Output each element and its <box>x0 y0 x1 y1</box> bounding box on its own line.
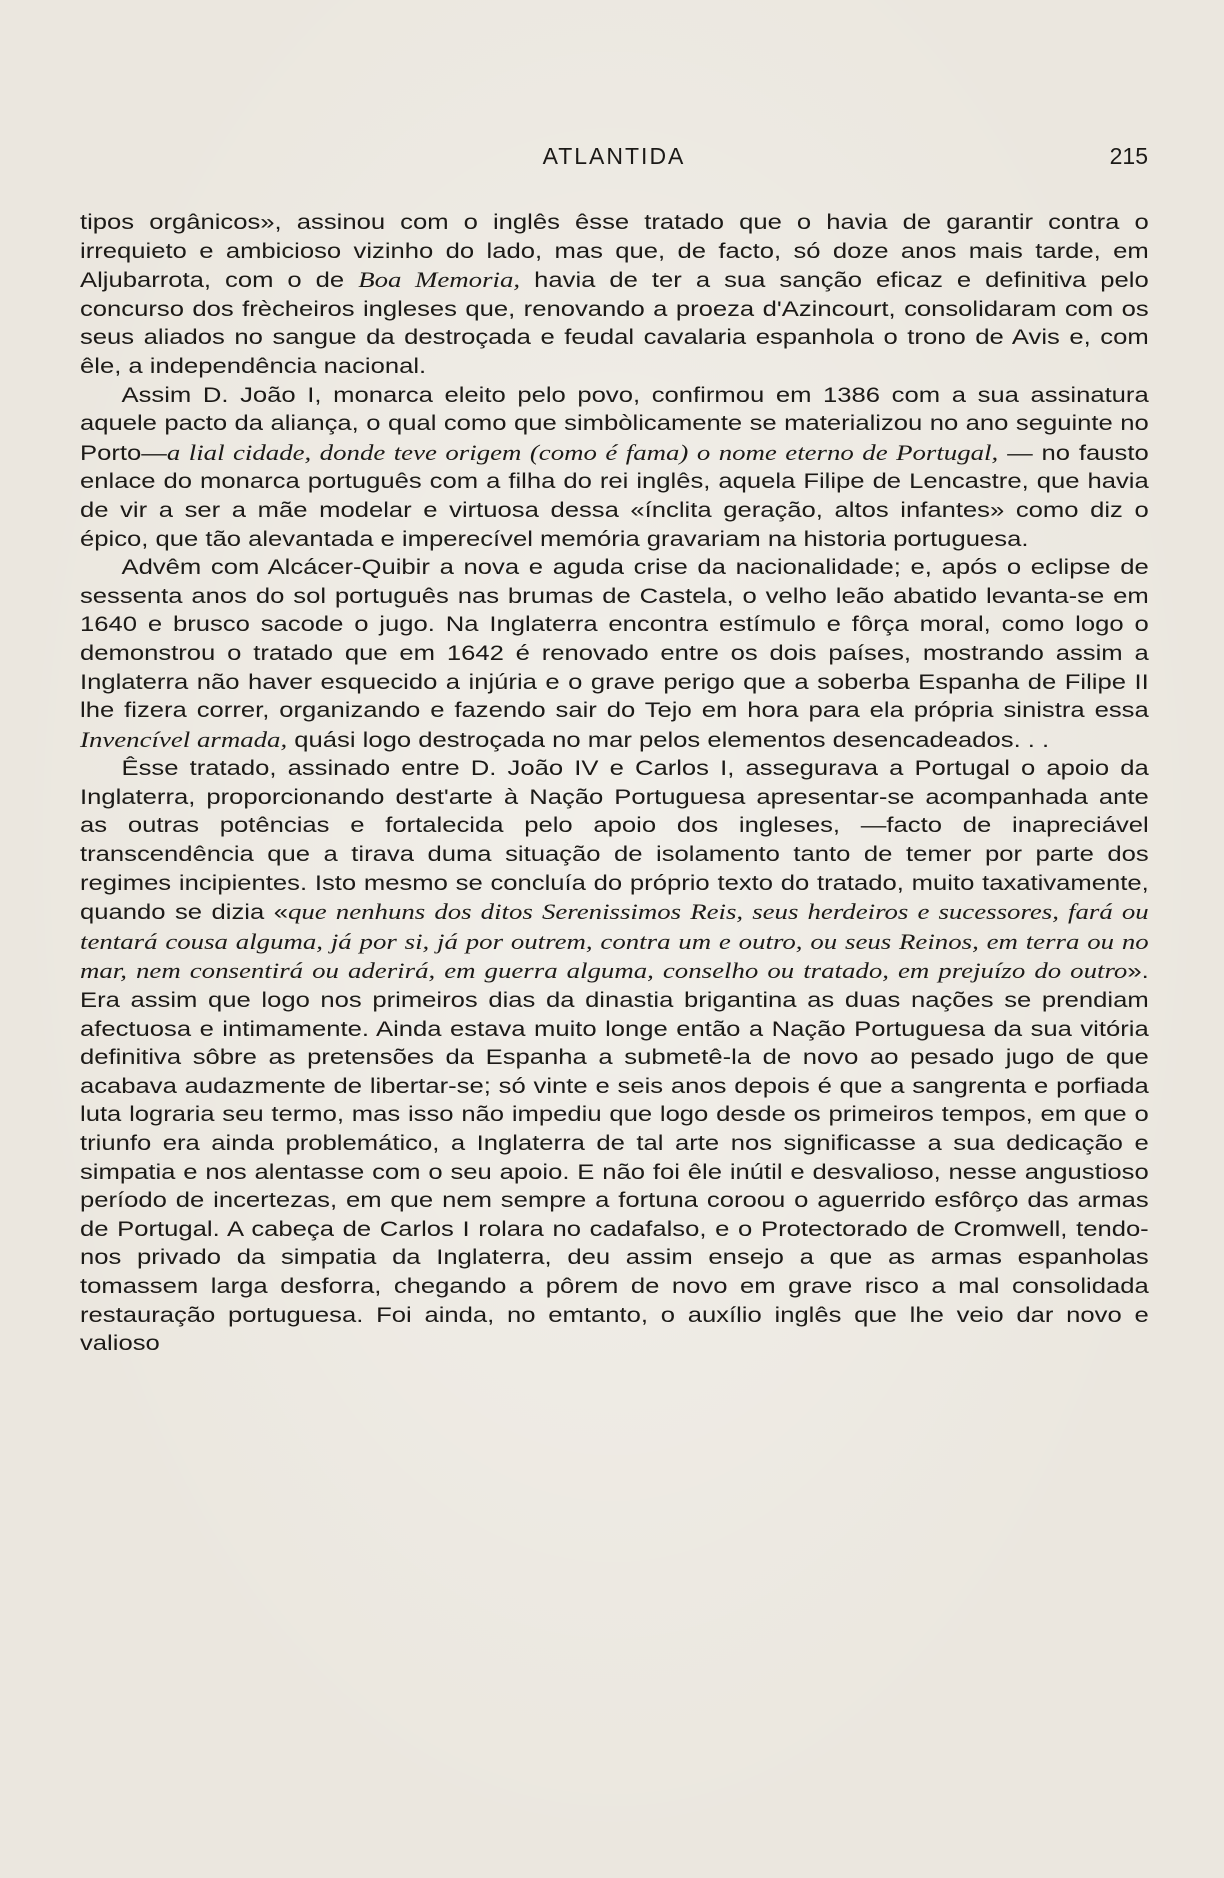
text-run: tipos orgânicos», assinou com o inglês êsse tratado que o havia de garantir contra o irrequieto e ambicioso vizinho do lado, mas que, de facto, só doze anos mais tarde, em Aljubarrota, com o de <box>80 211 1149 293</box>
text-run: quási logo destroçada no mar pelos elementos desencadeados. . . <box>287 728 1050 752</box>
running-head <box>80 143 1148 173</box>
italic-run: Invencível armada, <box>80 726 288 752</box>
text-run: Advêm com Alcácer-Quibir a nova e aguda crise da nacionalidade; e, após o eclipse de sessenta anos do sol português nas brumas de Castela, o velho leão abatido levanta-se em 1640 e brusco sacode o jugo. Na Inglaterra encontra estímulo e fôrça moral, como logo o demonstrou o tratado que em 1642 é renovado entre os dois países, mostrando assim a Inglaterra não haver esquecido a injúria e o grave perigo que a soberba Espanha de Filipe II lhe fizera correr, organizando e fazendo sair do Tejo em hora para ela própria sinistra essa <box>80 556 1149 723</box>
paragraph <box>80 209 1149 382</box>
body-text <box>80 209 1149 1359</box>
page-number: 215 <box>1109 143 1148 169</box>
text-run: Assim D. João I, monarca eleito pelo povo, confirmou em 1386 com a sua assinatura aquele pacto da aliança, o qual como que simbòlicamente se materializou no ano seguinte no Porto— <box>80 383 1149 465</box>
text-run: havia de ter a sua sanção eficaz e definitiva pelo concurso dos frècheiros ingleses que, renovando a proeza d'Azincourt, consolidaram com os seus aliados no sangue da destroçada e feudal cavalaria espanhola o trono de Avis e, com êle, a independência nacional. <box>80 269 1149 378</box>
text-run: ». Era assim que logo nos primeiros dias da dinastia brigantina as duas nações se prendiam afectuosa e intimamente. Ainda estava muito longe então a Nação Portuguesa da sua vitória definitiva sôbre as pretensões da Espanha a submetê-la de novo ao pesado jugo de que acabava audazmente de libertar-se; só vinte e seis anos depois é que a sangrenta e porfiada luta lograria seu termo, mas isso não impediu que logo desde os primeiros tempos, em que o triunfo era ainda problemático, a Inglaterra de tal arte nos significasse a sua dedicação e simpatia e nos alentasse com o seu apoio. E não foi êle inútil e desvalioso, nesse angustioso período de incertezas, em que nem sempre a fortuna coroou o aguerrido esfôrço das armas de Portugal. A cabeça de Carlos I rolara no cadafalso, e o Protectorado de Cromwell, tendo-nos privado da simpatia da Inglaterra, deu assim ensejo a que as armas espanholas tomassem larga desforra, chegando a pôrem de novo em grave risco a mal consolidada restauração portuguesa. Foi ainda, no emtanto, o auxílio inglês que lhe veio dar novo e valioso <box>80 960 1149 1356</box>
paragraph <box>80 755 1149 1358</box>
text-run: — no fausto enlace do monarca português com a filha do rei inglês, aquela Filipe de Lencastre, que havia de vir a ser a mãe modelar e virtuosa dessa «ínclita geração, altos infantes» como diz o épico, que tão alevantada e imperecível memória gravariam na historia portuguesa. <box>80 441 1149 551</box>
paragraph <box>80 554 1149 755</box>
text-run: Êsse tratado, assinado entre D. João IV e Carlos I, assegurava a Portugal o apoio da Inglaterra, proporcionando dest'arte à Nação Portuguesa apresentar-se acompanhada ante as outras potências e fortalecida pelo apoio dos ingleses, —facto de inapreciável transcendência que a tirava duma situação de isolamento tanto de temer por parte dos regimes incipientes. Isto mesmo se concluía do próprio texto do tratado, muito taxativamente, quando se dizia « <box>80 757 1149 925</box>
paragraph <box>80 382 1149 555</box>
italic-run: que nenhuns dos ditos Serenissimos Reis, seus herdeiros e sucessores, fará ou tentará cousa alguma, já por si, já por outrem, contra um e outro, ou seus Reinos, em terra ou no mar, nem consentirá ou aderirá, em guerra alguma, conselho ou tratado, em prejuízo do outro <box>80 899 1149 984</box>
italic-run: Boa Memoria, <box>358 267 521 293</box>
running-title: ATLANTIDA <box>542 143 686 169</box>
italic-run: a lial cidade, donde teve origem (como é fama) o nome eterno de Portugal, <box>166 439 999 465</box>
